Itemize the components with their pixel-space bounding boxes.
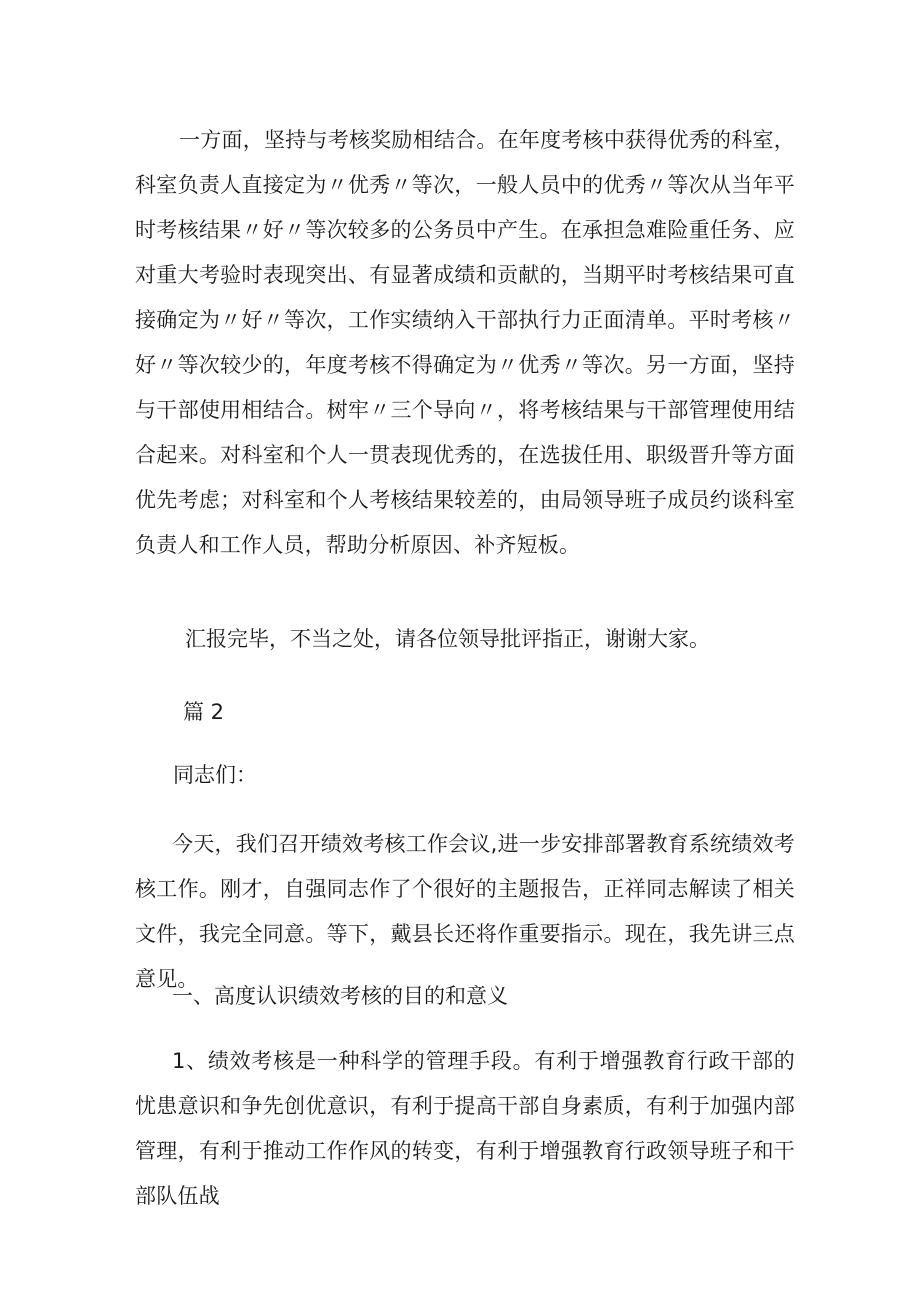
paragraph-meeting-intro: 今天，我们召开绩效考核工作会议,进一步安排部署教育系统绩效考核工作。刚才，自强同志作了个很好的主题报告，正祥同志解读了相关文件，我完全同意。等下，戴县长还将作重要指示。现在，我先讲三点意见。 — [135, 832, 795, 991]
section-title: 篇 2 — [183, 700, 225, 724]
closing-remarks: 汇报完毕，不当之处，请各位领导批评指正，谢谢大家。 — [185, 627, 710, 651]
paragraph-assessment-rewards: 一方面，坚持与考核奖励相结合。在年度考核中获得优秀的科室，科室负责人直接定为〃优秀〃等次，一般人员中的优秀〃等次从当年平时考核结果〃好〃等次较多的公务员中产生。在承担急难险重任务、应对重大考验时表现突出、有显著成绩和贡献的，当期平时考核结果可直接确定为〃好〃等次，工作实绩纳入干部执行力正面清单。平时考核〃好〃等次较少的，年度考核不得确定为〃优秀〃等次。另一方面，坚持与干部使用相结合。树牢〃三个导向〃，将考核结果与干部管理使用结合起来。对科室和个人一贯表现优秀的，在选拔任用、职级晋升等方面优先考虑；对科室和个人考核结果较差的，由局领导班子成员约谈科室负责人和工作人员，帮助分析原因、补齐短板。 — [135, 128, 795, 557]
salutation: 同志们： — [173, 763, 257, 787]
heading-purpose-significance: 一、高度认识绩效考核的目的和意义 — [172, 984, 508, 1008]
paragraph-management-means: 1、绩效考核是一种科学的管理手段。有利于增强教育行政干部的忧患意识和争先创优意识，有利于提高干部自身素质，有利于加强内部管理，有利于推动工作作风的转变，有利于增强教育行政领导班子和干部队伍战 — [135, 1049, 795, 1208]
